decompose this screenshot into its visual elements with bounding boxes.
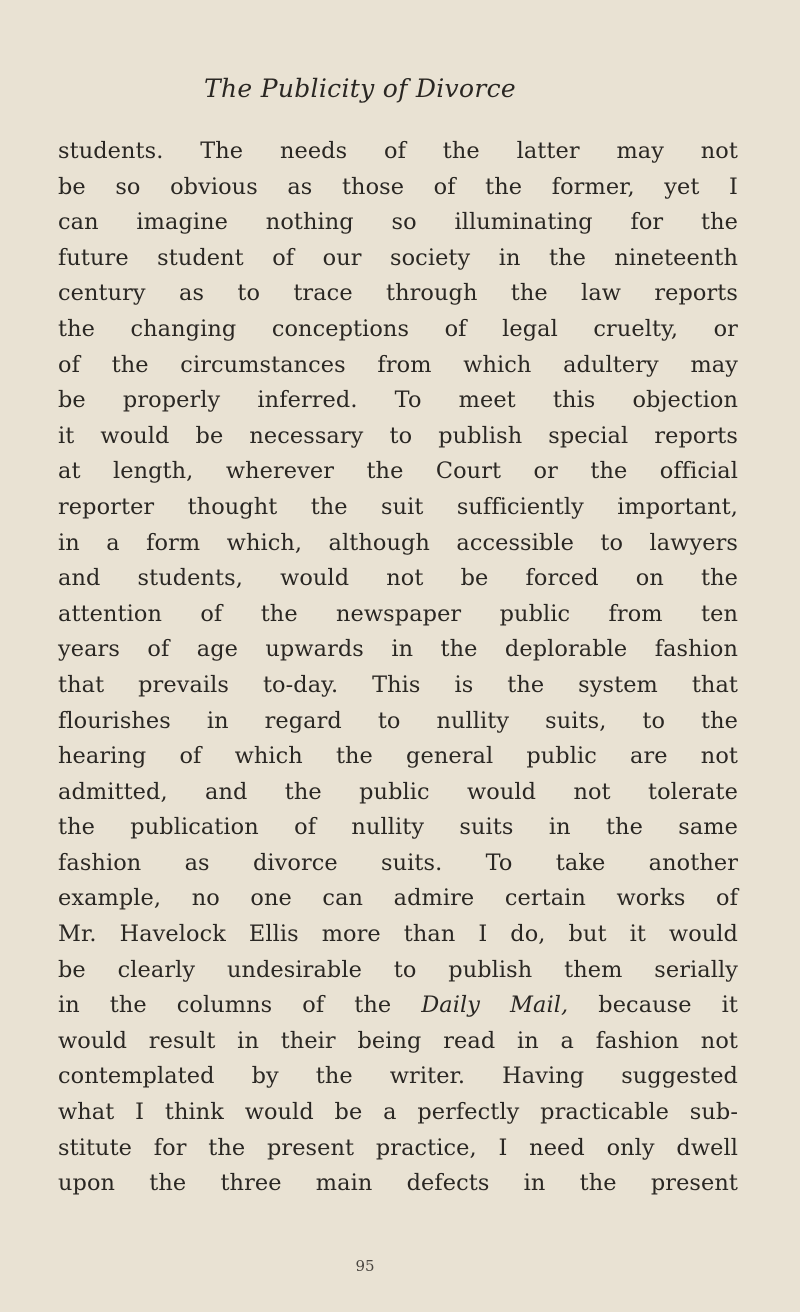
text-line: of the circumstances from which adultery may [58,351,738,378]
text-line: attention of the newspaper public from ten [58,600,738,627]
text-line: can imagine nothing so illuminating for the [58,209,738,236]
text-line: at length, wherever the Court or the official [58,458,738,485]
text-line: hearing of which the general public are not [58,743,738,770]
text-line: that prevails to-day. This is the system that [58,671,738,698]
text-line: stitute for the present practice, I need only dwell [58,1134,738,1161]
text-line: reporter thought the suit sufficiently important, [58,493,738,520]
text-line: the changing conceptions of legal cruelty, or [58,315,738,342]
text-line: future student of our society in the nineteenth [58,244,738,271]
italic-title-daily-mail: Daily Mail, [421,992,569,1019]
text-line: it would be necessary to publish special reports [58,422,738,449]
text-line-with-italic [58,988,738,1024]
text-line: flourishes in regard to nullity suits, to the [58,707,738,734]
text-line: be clearly undesirable to publish them serially [58,956,738,983]
text-line: years of age upwards in the deplorable fashion [58,636,738,663]
text-line: Mr. Havelock Ellis more than I do, but it would [58,921,738,948]
text-line: be so obvious as those of the former, yet I [58,173,738,200]
text-line: the publication of nullity suits in the same [58,814,738,841]
text-line: would result in their being read in a fashion not [58,1027,738,1054]
running-title: The Publicity of Divorce [204,74,516,103]
text-segment: because it [568,992,738,1019]
text-line: upon the three main defects in the present [58,1170,738,1197]
text-line: contemplated by the writer. Having suggested [58,1063,738,1090]
text-line: example, no one can admire certain works of [58,885,738,912]
text-segment: in the columns of the [58,992,422,1019]
text-line: be properly inferred. To meet this objection [58,387,738,414]
text-line: fashion as divorce suits. To take another [58,849,738,876]
text-line: and students, would not be forced on the [58,565,738,592]
text-line: in a form which, although accessible to lawyers [58,529,738,556]
text-line: admitted, and the public would not tolerate [58,778,738,805]
text-line: century as to trace through the law reports [58,280,738,307]
text-line: students. The needs of the latter may not [58,138,738,164]
body-text [58,134,738,1202]
text-line: what I think would be a perfectly practicable sub- [58,1099,738,1126]
page-number: 95 [355,1257,375,1275]
